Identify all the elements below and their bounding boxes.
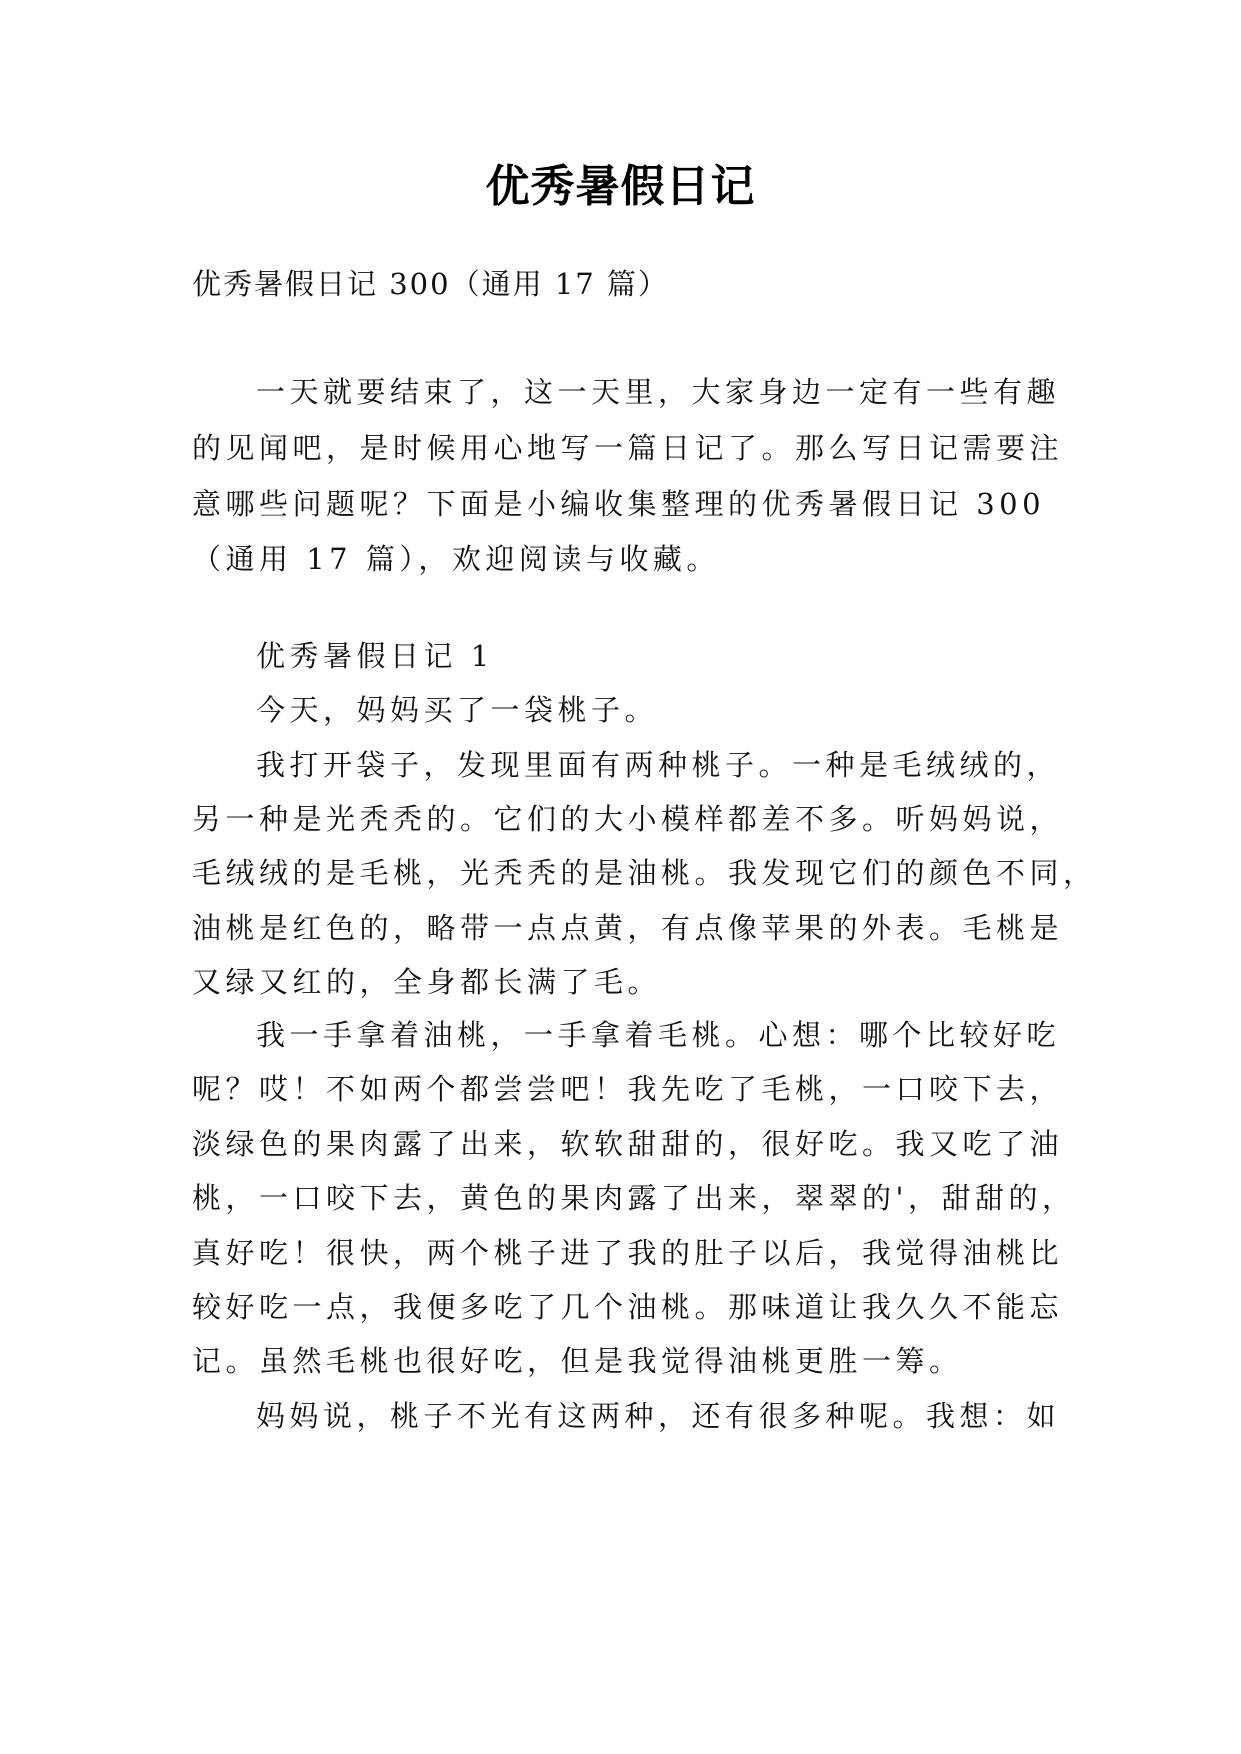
body-line: 我一手拿着油桃，一手拿着毛桃。心想：哪个比较好吃: [256, 1018, 1061, 1052]
body-line: 毛绒绒的是毛桃，光秃秃的是油桃。我发现它们的颜色不同，: [192, 856, 1097, 890]
body-line: 油桃是红色的，略带一点点黄，有点像苹果的外表。毛桃是: [192, 911, 1064, 945]
document-subtitle: 优秀暑假日记 300（通用 17 篇）: [192, 267, 669, 301]
intro-line-4: （通用 17 篇），欢迎阅读与收藏。: [192, 542, 720, 576]
intro-line-3: 意哪些问题呢？下面是小编收集整理的优秀暑假日记 300: [192, 487, 1046, 521]
body-line: 另一种是光秃秃的。它们的大小模样都差不多。听妈妈说，: [192, 802, 1064, 836]
body-line: 妈妈说，桃子不光有这两种，还有很多种呢。我想：如: [256, 1399, 1061, 1433]
body-line: 今天，妈妈买了一袋桃子。: [256, 693, 659, 727]
body-line: 真好吃！很快，两个桃子进了我的肚子以后，我觉得油桃比: [192, 1236, 1064, 1270]
intro-line-1: 一天就要结束了，这一天里，大家身边一定有一些有趣: [256, 375, 1061, 409]
body-line: 淡绿色的果肉露了出来，软软甜甜的，很好吃。我又吃了油: [192, 1127, 1064, 1161]
section-heading: 优秀暑假日记 1: [256, 639, 494, 673]
body-line: 又绿又红的，全身都长满了毛。: [192, 965, 662, 999]
body-line: 较好吃一点，我便多吃了几个油桃。那味道让我久久不能忘: [192, 1290, 1064, 1324]
body-line: 呢？哎！不如两个都尝尝吧！我先吃了毛桃，一口咬下去，: [192, 1072, 1064, 1106]
body-line: 我打开袋子，发现里面有两种桃子。一种是毛绒绒的，: [256, 748, 1061, 782]
body-line: 桃，一口咬下去，黄色的果肉露了出来，翠翠的'，甜甜的，: [192, 1181, 1076, 1215]
document-title: 优秀暑假日记: [485, 161, 756, 212]
body-line: 记。虽然毛桃也很好吃，但是我觉得油桃更胜一筹。: [192, 1344, 963, 1378]
intro-line-2: 的见闻吧，是时候用心地写一篇日记了。那么写日记需要注: [192, 431, 1064, 465]
